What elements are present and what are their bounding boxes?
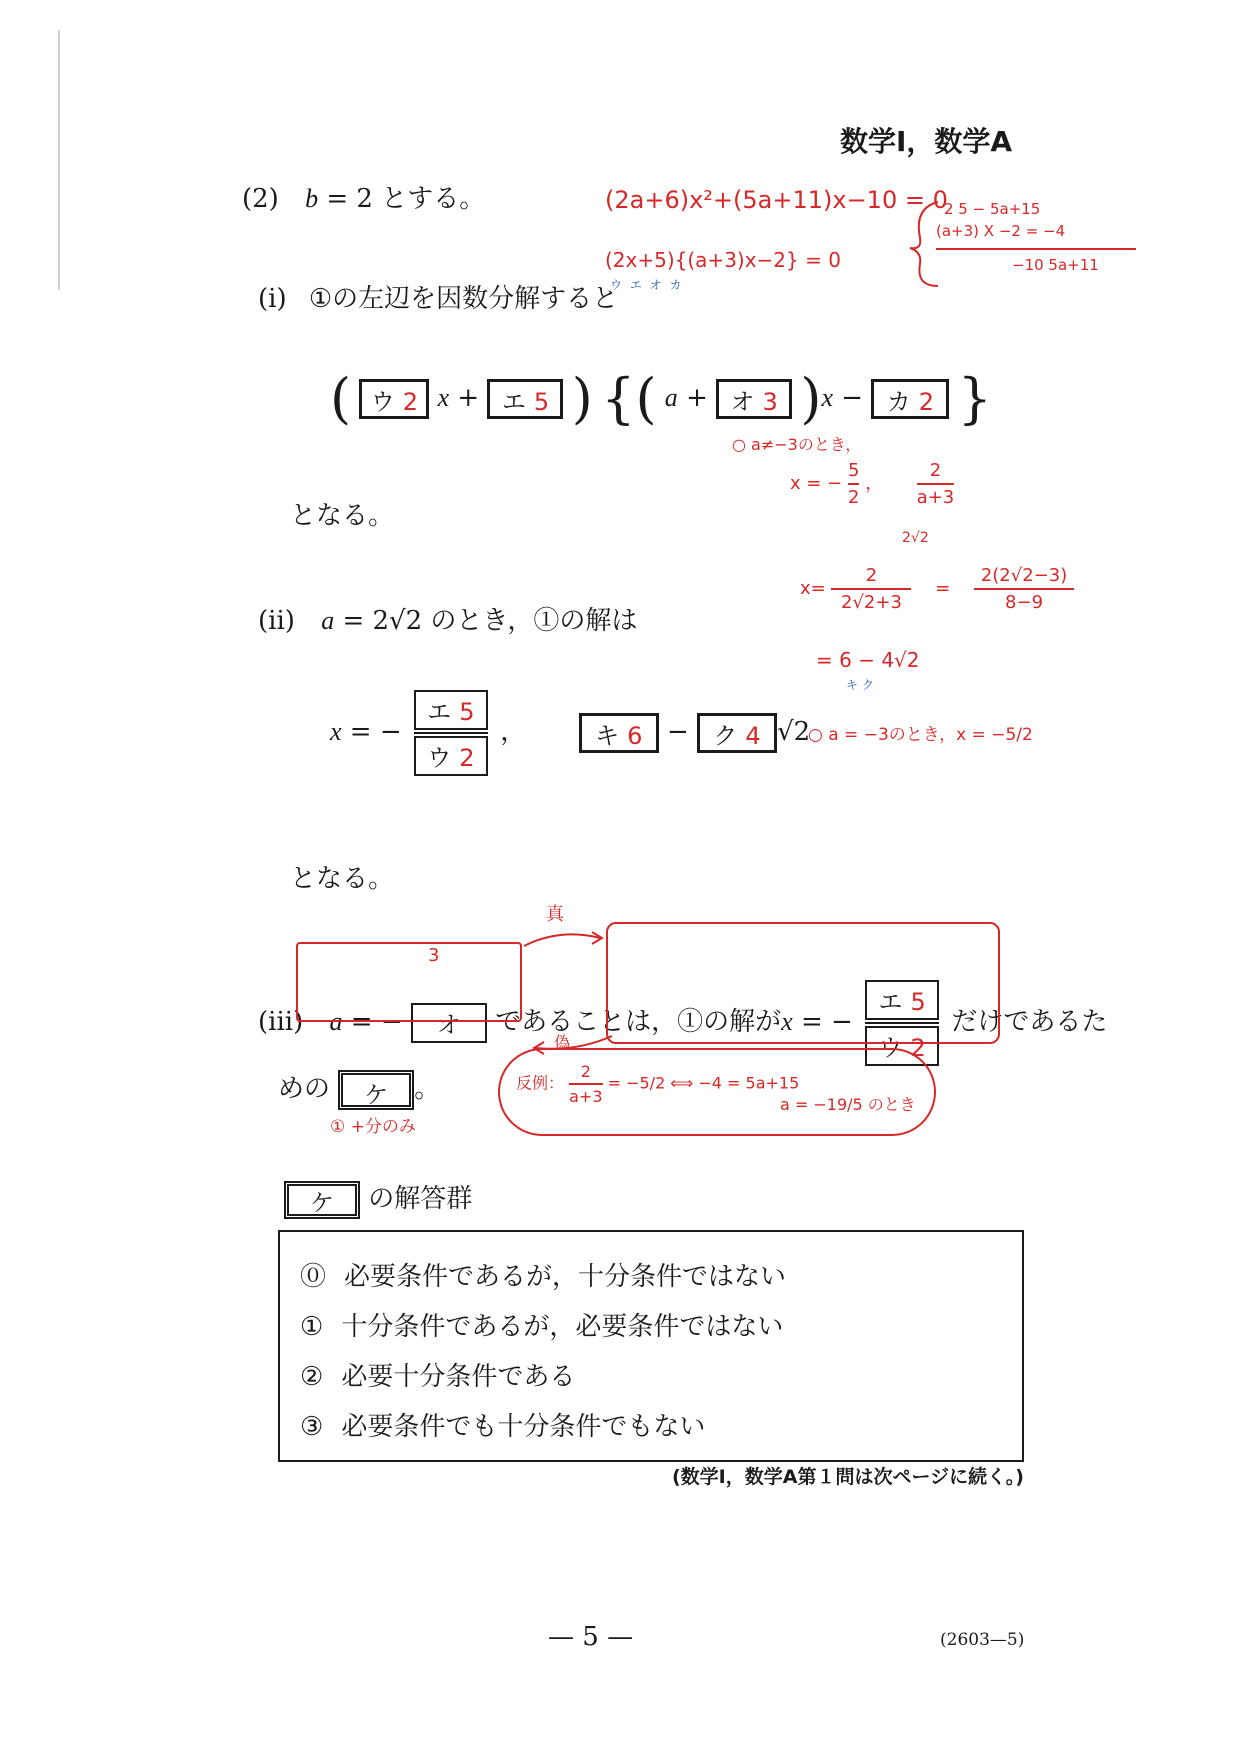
var-a: a [321,606,335,635]
hw-o-answer: 3 [428,945,440,966]
open-paren: ( [330,367,352,430]
hw-calc-eq: = [935,578,951,599]
hw-box-left [296,942,522,1022]
answer-box-ku: ク 4 [697,713,777,753]
close-paren-2: ) [800,367,822,430]
answer-box-ka: カ 2 [871,379,949,419]
choice-1 [300,1306,783,1343]
iii-box-e: エ 5 [865,980,939,1020]
part-ii-intro [258,600,637,637]
close-brace: } [957,367,992,430]
factor-equation [330,367,992,430]
part-iii-line2 [278,1068,440,1110]
eq-plus: + [457,383,480,413]
open-brace: { [601,367,636,430]
answer-box-o-plain: オ [411,1003,487,1043]
hw-roots-frac2: $\frac{2}{a+3}$ [916,460,955,508]
hw-arrow-true-icon [520,924,610,954]
continued-note: (数学Ⅰ，数学A第１問は次ページに続く。) [672,1466,1024,1488]
sol-minus: − [667,717,689,747]
part-i-intro [258,278,618,315]
eq-minus: − [841,383,864,413]
hw-box-right [606,922,1000,1044]
hw-top-equation: (2a+6)x²+(5a+11)x−10 = 0 [605,186,948,214]
choice-3-num: ③ [300,1412,324,1442]
part2-intro [242,178,485,215]
open-paren-2: ( [635,367,657,430]
eq-plus-2: + [686,383,708,413]
iii-eq: = − [342,1007,403,1037]
fraction-bar [414,732,488,734]
hw-cond2: ○ a = −3のとき，x = −5/2 [808,725,1033,745]
hw-arrow-true: 真 [546,904,564,925]
page-number: — 5 — [548,1622,634,1652]
page-code: (2603—5) [940,1630,1025,1650]
hw-calc-result: = 6 − 4√2 [816,648,920,672]
hw-cross-row1: 2 5 − 5a+15 [944,200,1041,218]
hw-roots-comma: ， [865,473,884,494]
part-i-result: となる。 [290,501,395,531]
solution-equation [330,690,810,776]
sol-x: x [330,717,342,746]
choice-0-text: 必要条件であるが，十分条件ではない [344,1262,787,1292]
iii-text3: めの [278,1074,331,1104]
choice-2 [300,1356,575,1393]
answer-box-e-numerator: エ 5 [414,690,488,730]
answer-box-u-denominator: ウ 2 [414,736,488,776]
close-paren: ) [571,367,593,430]
choice-3-text: 必要条件でも十分条件でもない [341,1412,706,1442]
hw-factored: (2x+5){(a+3)x−2} = 0 [605,248,841,272]
choices-heading-text: の解答群 [368,1184,473,1214]
hw-cross-multiplication [908,198,1138,290]
hw-cross-row3: −10 5a+11 [1012,256,1099,274]
part2-label: (2) [242,184,279,214]
iii-text4: 。 [414,1074,441,1104]
sol-comma: ， [500,717,527,747]
choice-1-num: ① [300,1312,324,1342]
choice-3 [300,1406,705,1443]
part-ii-condition: = 2√2 のとき，①の解は [334,606,638,636]
hw-counter-frac: $\frac{2}{a+3}$ [569,1062,603,1106]
hw-calc-x: x= [800,578,826,599]
choices-heading-box: ケ [284,1181,360,1219]
hw-roots-frac1: $\frac{5}{2}$ [848,460,860,508]
hw-cross-brace [908,198,948,290]
hw-ke-answer: ① +分のみ [330,1117,416,1137]
part-ii-label: (ii) [258,606,295,636]
part-i-label: (i) [258,284,287,314]
hw-arrow-false: 偽 [554,1033,571,1052]
hw-subst: 2√2 [902,530,929,546]
fraction-e-over-u [414,690,488,776]
part2-condition: = 2 とする。 [318,184,486,214]
hw-counter-label: 反例： [516,1073,565,1093]
hw-factored-marks: ウ エ オ カ [610,278,684,292]
part-i-text: ①の左辺を因数分解すると [308,284,619,314]
choice-1-text: 十分条件であるが，必要条件ではない [341,1312,784,1342]
part-iii-label: (iii) [258,1007,304,1037]
iii-text1: であることは，①の解が [495,1007,782,1037]
choice-2-text: 必要十分条件である [341,1362,576,1392]
page-edge-line [58,30,60,290]
choice-2-num: ② [300,1362,324,1392]
part-ii-result: となる。 [290,864,395,894]
hw-calc-frac2: $\frac{2(2√2-3)}{8-9}$ [974,565,1074,613]
hw-calc-marks: キ ク [846,678,874,692]
hw-roots [790,460,954,508]
sol-sqrt2: √2 [777,717,811,747]
answer-box-e: エ 5 [487,379,563,419]
sol-eq: = − [341,717,402,747]
choice-0 [300,1256,786,1293]
hw-cross-row2: (a+3) X −2 = −4 [936,222,1066,240]
var-b: b [305,184,319,213]
choice-0-num: ⓪ [300,1262,327,1292]
iii-x-eq: = − [792,1007,853,1037]
hw-counter-eq: = −5/2 ⟺ −4 = 5a+15 [607,1073,800,1093]
answer-box-o: オ 3 [716,379,792,419]
iii-var-a: a [329,1007,343,1036]
hw-calc [800,565,1074,613]
eq-a: a [664,383,678,412]
hw-cross-line [936,248,1136,250]
hw-roots-x: x = − [790,473,843,494]
answer-box-ke: ケ [338,1070,414,1110]
iii-text2: だけであるた [951,1007,1108,1037]
answer-box-u: ウ 2 [359,379,429,419]
iii-x: x [781,1007,793,1036]
page-header-title: 数学Ⅰ，数学A [840,125,1013,158]
choices-heading [284,1178,472,1219]
hw-calc-frac1: $\frac{2}{2√2+3}$ [831,565,911,613]
iii-box-u: ウ 2 [865,1026,939,1066]
hw-counter-sol: a = −19/5 のとき [780,1095,916,1114]
eq-x: x [437,383,450,412]
hw-cond1: ○ a≠−3のとき， [732,435,862,454]
hw-counterexample [516,1062,799,1106]
eq-x-2: x [821,383,834,412]
answer-box-ki: キ 6 [579,713,659,753]
